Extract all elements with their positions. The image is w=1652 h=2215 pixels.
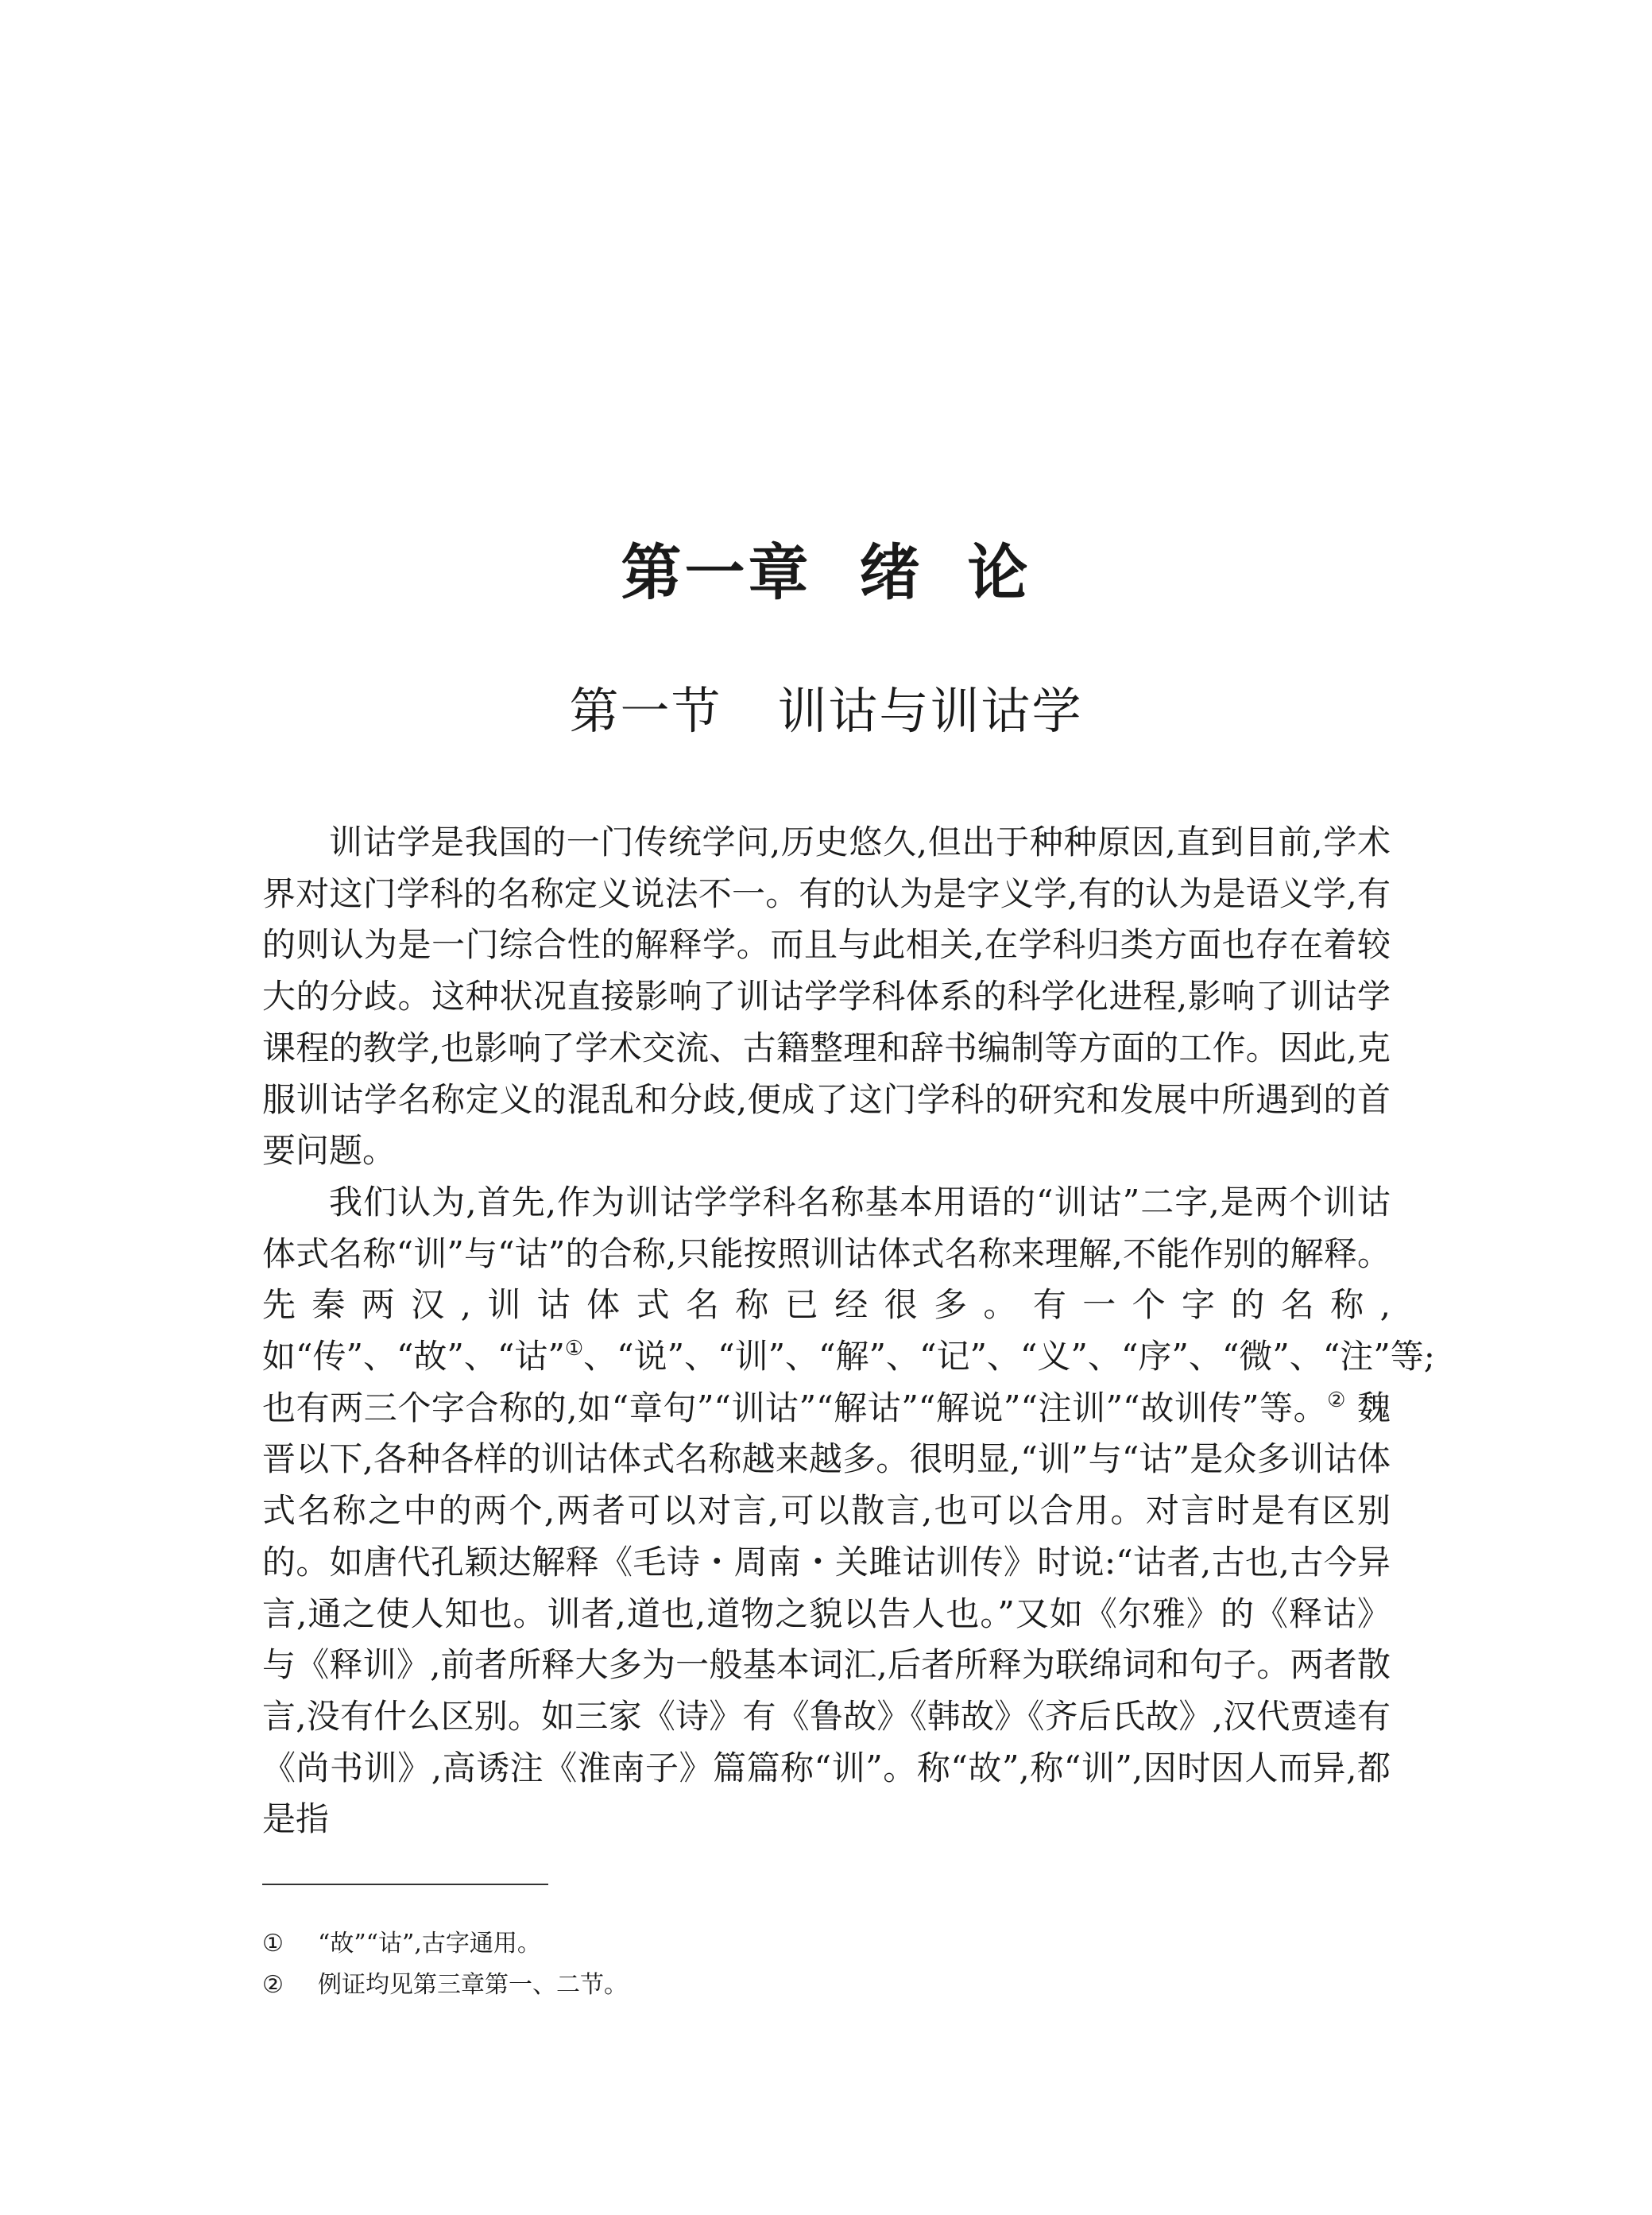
paragraph-1: 训诂学是我国的一门传统学问,历史悠久,但出于种种原因,直到目前,学术界对这门学科的名称定义说法不一。有的认为是字义学,有的认为是语义学,有的则认为是一门综合性的解释学。而且与此相关,在学科归类方面也存在着较大的分歧。这种状况直接影响了训诂学学科体系的科学化进程,影响了训诂学课程的教学,也影响了学术交流、古籍整理和辞书编制等方面的工作。因此,克服训诂学名称定义的混乱和分歧,便成了这门学科的研究和发展中所遇到的首要问题。 — [262, 823, 1391, 1171]
footnote-mark: ② — [262, 1971, 284, 1999]
footnote-2 — [262, 1965, 1391, 2006]
footnote-ref-2: ② — [1327, 1388, 1347, 1412]
footnote-1 — [262, 1923, 1391, 1965]
section-number: 第一节 — [569, 682, 722, 740]
footnote-divider — [262, 1884, 548, 1885]
section-title — [0, 672, 1652, 742]
paragraph-2-part1: 我们认为,首先,作为训诂学学科名称基本用语的“训诂”二字,是两个训诂体式名称“训”与“诂”的合称,只能按照训诂体式名称来理解,不能作别的解释。先秦两汉,训诂体式名称已经很多。有一个字的名称,如“传”、“故”、“诂” — [262, 1182, 1391, 1377]
chapter-title-part2: 论 — [967, 537, 1031, 608]
section-title-text: 训诂与训诂学 — [777, 682, 1083, 740]
footnotes — [262, 1923, 1391, 2006]
chapter-title — [0, 525, 1652, 611]
body-text — [262, 817, 1435, 1845]
footnote-text: “故”“诂”,古字通用。 — [318, 1930, 541, 1957]
chapter-title-part1: 绪 — [859, 537, 923, 608]
footnote-mark: ① — [262, 1930, 284, 1957]
footnote-text: 例证均见第三章第一、二节。 — [318, 1971, 628, 1999]
paragraph-2 — [262, 1177, 1435, 1845]
footnote-ref-1: ① — [564, 1337, 584, 1361]
chapter-number: 第一章 — [621, 537, 812, 608]
paragraph-2-part2: 、“说”、“训”、“解”、“记”、“义”、“序”、“微”、“注”等;也有两三个字合称的,如“章句”“训诂”“解诂”“解说”“注训”“故训传”等。 — [262, 1337, 1435, 1427]
paragraph-2-part3: 魏晋以下,各种各样的训诂体式名称越来越多。很明显,“训”与“诂”是众多训诂体式名称之中的两个,两者可以对言,可以散言,也可以合用。对言时是有区别的。如唐代孔颖达解释《毛诗・周南・关雎诂训传》时说:“诂者,古也,古今异言,通之使人知也。训者,道也,道物之貌以告人也。”又如《尔雅》的《释诂》与《释训》,前者所释大多为一般基本词汇,后者所释为联绵词和句子。两者散言,没有什么区别。如三家《诗》有《鲁故》《韩故》《齐后氏故》,汉代贾逵有《尚书训》,高诱注《淮南子》篇篇称“训”。称“故”,称“训”,因时因人而异,都是指 — [262, 1388, 1391, 1839]
